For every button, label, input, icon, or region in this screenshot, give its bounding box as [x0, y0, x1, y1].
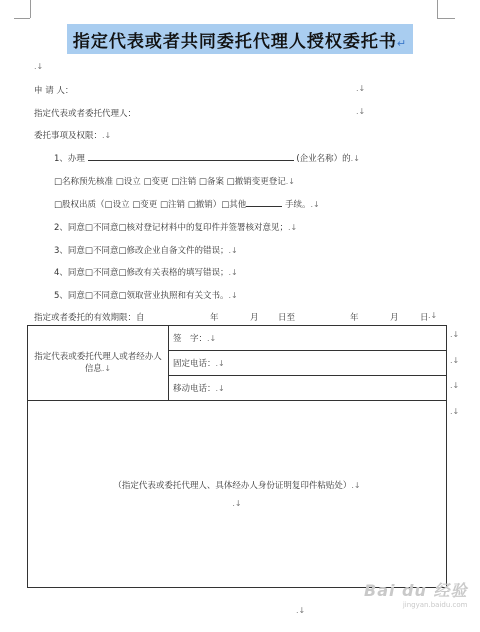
representative-label: 指定代表或者委托代理人：: [34, 109, 137, 119]
paragraph-mark-icon: ↵: [396, 37, 408, 50]
matters-line: 委托事项及权限：.↓: [34, 131, 112, 141]
item-5-text: 5、同意□不同意□领取营业执照和有关文书。: [54, 291, 229, 301]
paste-note: （指定代表或委托代理人、具体经办人身份证明复印件粘贴处）: [113, 481, 352, 491]
item-5-line[interactable]: 5、同意□不同意□领取营业执照和有关文书。.↓: [54, 291, 238, 301]
row-end-mark-4: .↓: [450, 407, 460, 416]
validity-year-1: 年: [210, 313, 219, 323]
item-4-line[interactable]: 4、同意□不同意□修改有关表格的填写错误；.↓: [54, 268, 238, 278]
company-name-blank[interactable]: [88, 160, 294, 161]
other-blank[interactable]: [246, 206, 282, 207]
final-empty-line: .↓: [296, 606, 306, 615]
empty-line: .↓: [34, 62, 44, 71]
item-1-suffix: (企业名称）的: [296, 154, 351, 164]
checkbox-row-1[interactable]: □名称预先核准 □设立 □变更 □注销 □备案 □撤销变更登记.↓: [54, 177, 295, 187]
item-2-text: 2、同意□不同意□核对登记材料中的复印件并签署核对意见；: [54, 223, 288, 233]
info-label: 指定代表或委托代理人或者经办人信息: [34, 352, 162, 374]
id-copy-paste-area[interactable]: [28, 401, 447, 588]
validity-month-2: 月: [390, 313, 399, 323]
mobile-label: 移动电话：: [173, 384, 216, 394]
landline-field[interactable]: 固定电话：.↓: [169, 351, 447, 376]
item-1-line[interactable]: 1、办理 (企业名称）的.↓: [54, 154, 360, 164]
mobile-field[interactable]: 移动电话：.↓: [169, 376, 447, 401]
signature-field[interactable]: 签 字：.↓: [169, 326, 447, 351]
applicant-line[interactable]: 申 请 人： .↓: [34, 84, 366, 96]
validity-line[interactable]: 指定或者委托的有效期限：自 年 月 日至 年 月 日 .↓: [34, 311, 438, 323]
matters-label: 委托事项及权限：: [34, 131, 103, 141]
item-4-text: 4、同意□不同意□修改有关表格的填写错误；: [54, 268, 229, 278]
registration-type-options[interactable]: □名称预先核准 □设立 □变更 □注销 □备案 □撤销变更登记: [54, 177, 286, 187]
paste-empty-line: .↓: [232, 499, 242, 508]
crop-mark-top-right-h: [437, 18, 455, 19]
document-title[interactable]: [67, 24, 413, 54]
info-label-cell: 指定代表或委托代理人或者经办人信息.↓: [28, 326, 169, 401]
watermark-brand: Bai du 经验: [364, 581, 468, 600]
item-3-text: 3、同意□不同意□修改企业自备文件的错误；: [54, 246, 229, 256]
item-2-line[interactable]: 2、同意□不同意□核对登记材料中的复印件并签署核对意见；.↓: [54, 223, 298, 233]
row-end-mark-1: .↓: [450, 330, 460, 339]
item-1-prefix: 1、办理: [54, 154, 85, 164]
landline-label: 固定电话：: [173, 359, 216, 369]
signature-label: 签 字：: [173, 334, 208, 344]
item-3-line[interactable]: 3、同意□不同意□修改企业自备文件的错误；.↓: [54, 246, 238, 256]
baidu-jingyan-watermark: [364, 578, 467, 609]
validity-label: 指定或者委托的有效期限：自: [34, 313, 145, 323]
validity-day-2: 日: [420, 313, 429, 323]
paste-note-line: （指定代表或委托代理人、具体经办人身份证明复印件粘贴处）.↓: [113, 481, 361, 491]
validity-month-1: 月: [250, 313, 259, 323]
validity-day-to: 日至: [278, 313, 296, 323]
checkbox-row-2[interactable]: □股权出质（□设立 □变更 □注销 □撤销）□其他 手续。.↓: [54, 200, 320, 210]
equity-pledge-options[interactable]: □股权出质（□设立 □变更 □注销 □撤销）□其他: [54, 200, 247, 210]
row-end-mark-2: .↓: [450, 356, 460, 365]
title-text: 指定代表或者共同委托代理人授权委托书: [72, 32, 397, 52]
crop-mark-top-left-h: [14, 18, 30, 19]
representative-line[interactable]: 指定代表或者委托代理人： .↓: [34, 107, 366, 119]
crop-mark-top-right: [437, 0, 438, 18]
watermark-url: jingyan.baidu.com: [402, 601, 468, 609]
info-table: [27, 325, 447, 588]
procedure-suffix: 手续。: [285, 200, 311, 210]
applicant-label: 申 请 人：: [34, 86, 74, 96]
validity-year-2: 年: [350, 313, 359, 323]
row-end-mark-3: .↓: [450, 381, 460, 390]
crop-mark-top-left: [30, 0, 31, 18]
